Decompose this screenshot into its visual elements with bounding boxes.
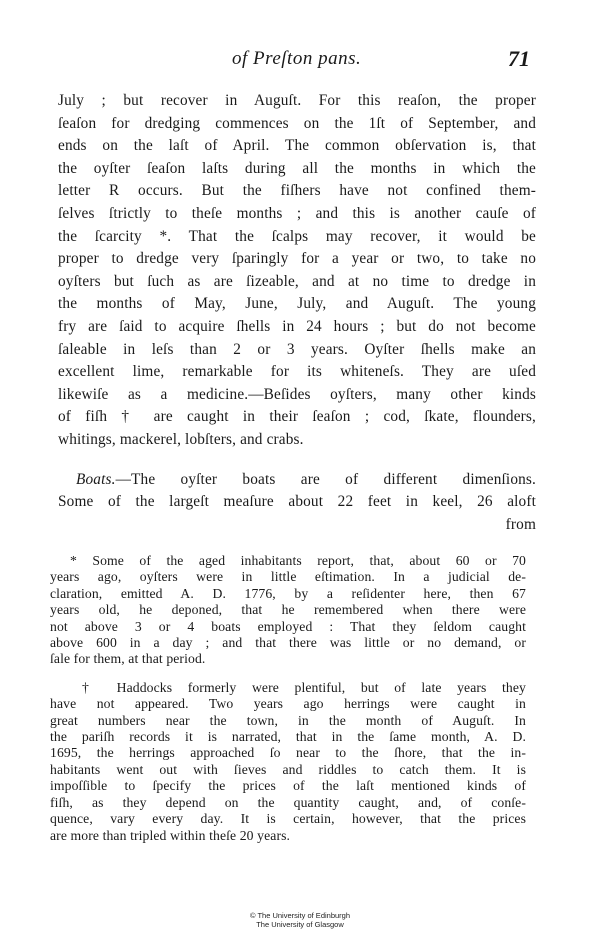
footnote-line: have not appeared. Two years ago herrings were caught in bbox=[50, 696, 526, 712]
text-line: the oyſter ſeaſon laſts during all the months in which the bbox=[58, 159, 536, 177]
text-line: proper to dredge very ſparingly for a year or two, to take no bbox=[58, 250, 536, 268]
boats-heading: Boats. bbox=[76, 470, 116, 488]
footnote-line: habitants went out with ſieves and riddles to catch them. It is bbox=[50, 761, 526, 777]
page-header bbox=[0, 44, 600, 74]
text-line: ſelves ſtrictly to theſe months ; and this is another cauſe of bbox=[58, 204, 536, 222]
body-text bbox=[58, 90, 536, 536]
footnote-line: 1695, the herrings approached ſo near to the ſhore, that the in- bbox=[50, 745, 526, 761]
text-line: excellent lime, remarkable for its whiteneſs. They are uſed bbox=[58, 363, 536, 381]
footnote-line: claration, emitted A. D. 1776, by a reſidenter here, then 67 bbox=[50, 585, 526, 601]
text-line: oyſters but ſuch as are ſizeable, and at no time to dredge in bbox=[58, 272, 536, 290]
footnote-line: quence, vary every day. It is certain, however, that the prices bbox=[50, 811, 526, 827]
footnotes bbox=[50, 553, 526, 844]
page-number: 71 bbox=[508, 46, 530, 71]
text-line: of fiſh † are caught in their ſeaſon ; cod, ſkate, flounders, bbox=[58, 408, 536, 426]
catchword: from bbox=[505, 515, 536, 533]
text-line: fry are ſaid to acquire ſhells in 24 hours ; but do not become bbox=[58, 317, 536, 335]
copyright-notice bbox=[0, 911, 600, 929]
footnote-line: fiſh, as they depend on the quantity caught, and, of conſe- bbox=[50, 794, 526, 810]
footnote-line: ſale for them, at that period. bbox=[50, 651, 206, 667]
footnote-line: great numbers near the town, in the month of Auguſt. In bbox=[50, 712, 526, 728]
footnote-gap bbox=[50, 668, 526, 680]
text-line: Some of the largeſt meaſure about 22 feet in keel, 26 aloft bbox=[58, 493, 536, 511]
footnote-line: not above 3 or 4 boats employed : That they ſeldom caught bbox=[50, 618, 526, 634]
text-line: likewiſe as a medicine.—Beſides oyſters, many other kinds bbox=[58, 385, 536, 403]
footnote-line: years ago, oyſters were in little eſtimation. In a judicial de- bbox=[50, 569, 526, 585]
copyright-line: © The University of Edinburgh bbox=[249, 911, 351, 920]
footnote-line: are more than tripled within theſe 20 years. bbox=[50, 827, 291, 843]
text-line: ſeaſon for dredging commences on the 1ſt of September, and bbox=[58, 114, 536, 132]
footnote-line: above 600 in a day ; and that there was little or no demand, or bbox=[50, 635, 526, 651]
text-line: ends on the laſt of April. The common obſervation is, that bbox=[58, 137, 536, 155]
footnote-line: * Some of the aged inhabitants report, that, about 60 or 70 bbox=[70, 553, 526, 568]
text-line: the ſcarcity *. That the ſcalps may recover, it would be bbox=[58, 227, 536, 245]
text-line: July ; but recover in Auguſt. For this reaſon, the proper bbox=[58, 92, 536, 109]
footnote-line: impoſſible to ſpecify the prices of the laſt mentioned kinds of bbox=[50, 778, 526, 794]
footnote-line: the pariſh records it is narrated, that in the ſame month, A. D. bbox=[50, 729, 526, 745]
copyright-line: The University of Glasgow bbox=[256, 920, 344, 929]
text-line bbox=[58, 469, 536, 492]
footnote-line: years old, he deponed, that he remembered when there were bbox=[50, 602, 526, 618]
boats-first-line: —The oyſter boats are of different dimenſions. bbox=[115, 470, 536, 488]
text-line: whitings, mackerel, lobſters, and crabs. bbox=[58, 430, 304, 448]
paragraph-gap bbox=[58, 452, 536, 469]
text-line: letter R occurs. But the fiſhers have not confined them- bbox=[58, 182, 536, 200]
text-line: the months of May, June, July, and Auguſt. The young bbox=[58, 295, 536, 313]
footnote-line: † Haddocks formerly were plentiful, but of late years they bbox=[70, 679, 526, 695]
running-title: of Preſton pans. bbox=[232, 48, 362, 69]
text-line: ſaleable in leſs than 2 or 3 years. Oyſter ſhells make an bbox=[58, 340, 536, 358]
